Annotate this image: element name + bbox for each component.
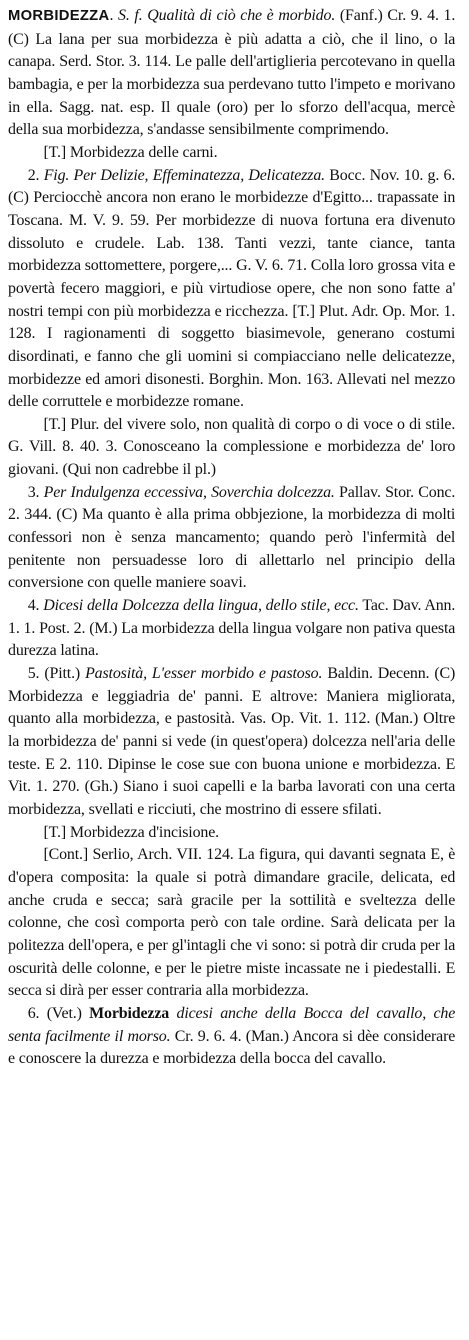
definition: dicesi anche della Bocca del cavallo, che senta facilmente il morso. <box>8 1003 456 1045</box>
sense-1: MORBIDEZZA. S. f. Qualità di ciò che è morbido. (Fanf.) Cr. 9. 4. 1. (C) La lana per sua morbidezza è più adatta a ciò, che il lino, o la canapa. Serd. Stor. 3. 114. Le palle dell'artiglieria percotevano in quella bambagia, e per la morbidezza sua perdevano tutto l'impeto e morivano in ella. Sagg. nat. esp. Il quale (oro) per lo sforzo dell'acqua, mercè della sua morbidezza, s'andasse sensibilmente comprimendo. <box>8 6 456 139</box>
sense-5-extra: [T.] Morbidezza d'incisione. <box>43 822 220 841</box>
definition: Per Indulgenza eccessiva, Soverchia dolcezza. <box>43 482 335 501</box>
sense-3 <box>8 481 455 594</box>
sense-5 <box>8 662 455 821</box>
citation-text: Baldin. Decenn. (C) Morbidezza e leggiadria de' panni. E altrove: Maniera migliorata, quanto alla morbidezza, e pastosità. <box>8 664 456 728</box>
citation-text: Serd. Stor. 3. 114. Le palle dell'artiglieria percotevano in quella bambagia, e per la morbidezza sua perdevano tutto l'impeto e morivano in ella. <box>8 52 456 116</box>
part-of-speech: S. f. <box>118 6 143 24</box>
headword: MORBIDEZZA <box>8 7 110 24</box>
definition: Qualità di ciò che è morbido. <box>147 6 336 24</box>
sense-number: 5. <box>27 664 40 683</box>
sense-2-sub: [T.] Plur. del vivere solo, non qualità di corpo o di voce o di stile. G. Vill. 8. 40. 3. Conosceano la complessione e morbidezza de' loro giovani. (Qui non cadrebbe il pl.) <box>8 414 456 479</box>
citation-text: M. V. 9. 59. Per morbidezze di nuova fortuna era divenuto dissoluto e crudele. <box>8 210 456 252</box>
sense-6 <box>8 1002 455 1070</box>
citation-text: Pallav. Stor. Conc. 2. 344. (C) Ma quanto è alla prima obbjezione, la morbidezza di molti confessori non è senza mancamento; quando però l'infermità del penitente non persuadesse loro di allettarlo nel principio della conversione con quelle maniere soavi. <box>8 482 456 592</box>
citation-text: E 2. 110. Dipinse le cose sue con buona unione e morbidezza. <box>45 754 446 773</box>
citation-text: Cr. 9. 6. 4. (Man.) Ancora si dèe considerare e conoscere la durezza e morbidezza della bocca del cavallo. <box>8 1026 456 1068</box>
citation-text: Tac. Dav. Ann. 1. 1. Post. 2. (M.) La morbidezza della lingua volgare non pativa questa durezza latina. <box>8 596 456 660</box>
citation-text: Borghin. Mon. 163. Allevati nel mezzo delle corruttele e morbidezze romane. <box>8 369 456 411</box>
citation-text: Lab. 138. Tanti vezzi, tante ciance, tanta morbidezza sottomettere, porgere,... <box>8 233 456 275</box>
citation-text: Sagg. nat. esp. Il quale (oro) per lo sforzo dell'acqua, mercè della sua morbidezza, s'andasse sensibilmente comprimendo. <box>8 97 456 139</box>
citation-text: E Vit. 1. 270. (Gh.) Siano i suoi capelli e la barba lavorati con una certa morbidezza, svellati e ricciuti, che mostrino di essere sfilati. <box>8 754 456 818</box>
sense-number: 3. <box>27 482 40 501</box>
sense-4 <box>8 594 455 662</box>
dictionary-entry <box>8 4 455 1070</box>
citation-text: (Fanf.) Cr. 9. 4. 1. (C) La lana per sua morbidezza è più adatta a ciò, che il lino, o la canapa. <box>8 6 456 71</box>
domain-label: (Pitt.) <box>44 664 81 683</box>
sense-number: 4. <box>27 596 40 615</box>
definition: Pastosità, L'esser morbido e pastoso. <box>85 664 323 683</box>
sense-1-extra: [T.] Morbidezza delle carni. <box>43 142 218 161</box>
sense-5-sub: [Cont.] Serlio, Arch. VII. 124. La figura, qui davanti segnata E, è d'opera composita: la quale si potrà dimandare gracile, delicata, ed anche cruda e secca; sarà gracile per la sottilità e sveltezza delle colonne, che così comporta però con tale ordine. Sarà delicata per la politezza dell'opera, e per gl'intagli che vi sono: si potrà dir cruda per la oscurità delle colonne, e per le pietre miste incassate ne i piedestalli. E secca si dirà per esser contraria alla morbidezza. <box>8 845 456 1000</box>
citation-text: Bocc. Nov. 10. g. 6. (C) Perciocchè ancora non erano le morbidezze d'Egitto... trapassate in Toscana. <box>8 165 456 229</box>
sense-2 <box>8 164 455 413</box>
definition: Dicesi della Dolcezza della lingua, dello stile, ecc. <box>43 596 359 615</box>
headword-repeat: Morbidezza <box>89 1003 170 1022</box>
definition: Fig. Per Delizie, Effeminatezza, Delicatezza. <box>43 165 326 184</box>
domain-label: (Vet.) <box>46 1003 82 1022</box>
citation-text: G. V. 6. 71. Colla loro grossa vita e povertà fecero maggiori, e più virtudiose opere, che non sono fatte a' nostri tempi con più morbidezza e ricchezza. <box>8 256 456 320</box>
sense-number: 6. <box>27 1003 40 1022</box>
sense-number: 2. <box>27 165 40 184</box>
citation-text: [T.] Plut. Adr. Op. Mor. 1. 128. I ragionamenti di soggetto biasimevole, generano costumi disordinati, e fanno che gli uomini si compiacciano nelle delicatezze, morbidezze ed amori disonesti. <box>8 301 456 388</box>
citation-text: Vas. Op. Vit. 1. 112. (Man.) Oltre la morbidezza de' panni si vede (in quest'opera) dolcezza nell'aria delle teste. <box>8 709 456 773</box>
